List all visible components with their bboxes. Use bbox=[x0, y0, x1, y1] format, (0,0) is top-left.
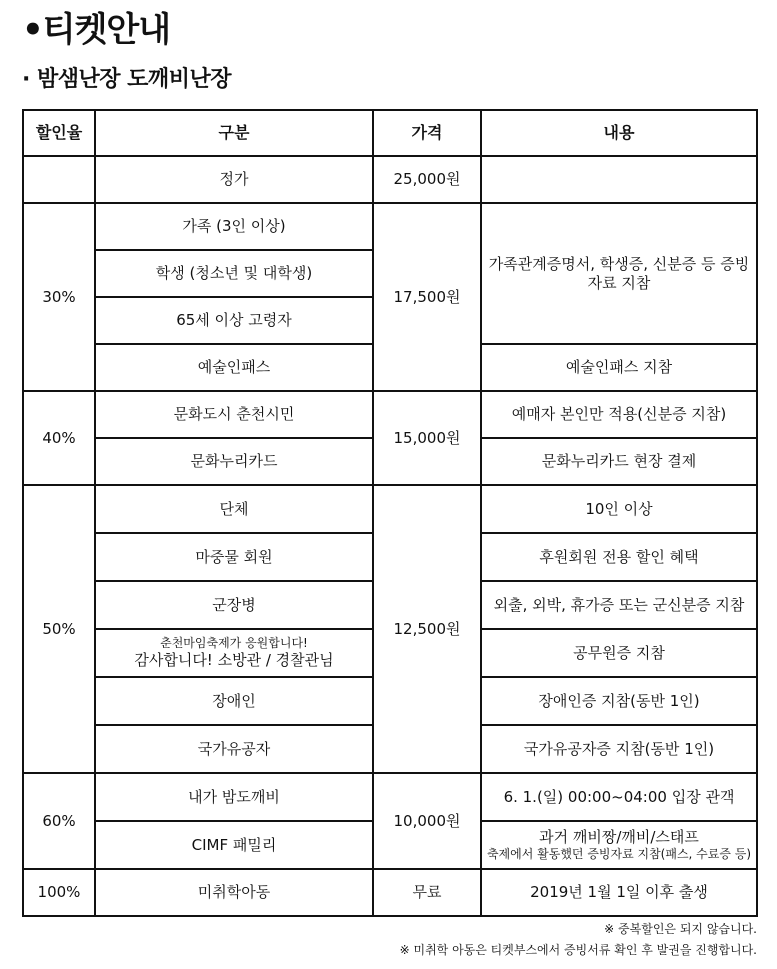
cell-category: 군장병 bbox=[95, 581, 373, 629]
family-content-main: 과거 깨비짱/깨비/스태프 bbox=[539, 828, 699, 847]
table-row bbox=[23, 869, 757, 916]
cell-category: 미취학아동 bbox=[95, 869, 373, 916]
cell-category: 65세 이상 고령자 bbox=[95, 297, 373, 344]
cell-content bbox=[481, 821, 757, 869]
cell-content bbox=[481, 156, 757, 203]
cell-rate-30: 30% bbox=[23, 203, 95, 391]
cell-category: 장애인 bbox=[95, 677, 373, 725]
cell-content: 공무원증 지참 bbox=[481, 629, 757, 677]
header-price: 가격 bbox=[373, 110, 481, 156]
cell-content: 장애인증 지참(동반 1인) bbox=[481, 677, 757, 725]
cell-price-60: 10,000원 bbox=[373, 773, 481, 869]
table-header-row bbox=[23, 110, 757, 156]
cell-rate-50: 50% bbox=[23, 485, 95, 773]
cell-content: 2019년 1월 1일 이후 출생 bbox=[481, 869, 757, 916]
header-category: 구분 bbox=[95, 110, 373, 156]
cell-content: 예술인패스 지참 bbox=[481, 344, 757, 391]
cell-category: 내가 밤도깨비 bbox=[95, 773, 373, 821]
cell-price-50: 12,500원 bbox=[373, 485, 481, 773]
cell-price: 25,000원 bbox=[373, 156, 481, 203]
table-row bbox=[23, 485, 757, 533]
cell-category: 문화도시 춘천시민 bbox=[95, 391, 373, 438]
cell-category: 단체 bbox=[95, 485, 373, 533]
table-row bbox=[23, 203, 757, 250]
cell-rate-100: 100% bbox=[23, 869, 95, 916]
cell-category: 국가유공자 bbox=[95, 725, 373, 773]
cell-category: 가족 (3인 이상) bbox=[95, 203, 373, 250]
cell-content: 외출, 외박, 휴가증 또는 군신분증 지참 bbox=[481, 581, 757, 629]
cell-content: 가족관계증명서, 학생증, 신분증 등 증빙자료 지참 bbox=[481, 203, 757, 344]
cell-category: 학생 (청소년 및 대학생) bbox=[95, 250, 373, 297]
family-content-small: 축제에서 활동했던 증빙자료 지참(패스, 수료증 등) bbox=[486, 846, 752, 861]
cell-category: 마중물 회원 bbox=[95, 533, 373, 581]
section-subtitle: · 밤샘난장 도깨비난장 bbox=[22, 67, 231, 92]
cell-price-40: 15,000원 bbox=[373, 391, 481, 485]
cell-category bbox=[95, 629, 373, 677]
cell-category: 예술인패스 bbox=[95, 344, 373, 391]
responder-main-text: 감사합니다! 소방관 / 경찰관님 bbox=[134, 651, 334, 670]
cell-price-100: 무료 bbox=[373, 869, 481, 916]
note-preschool-verification: ※ 미취학 아동은 티켓부스에서 증빙서류 확인 후 발권을 진행합니다. bbox=[399, 943, 757, 957]
cell-content: 국가유공자증 지참(동반 1인) bbox=[481, 725, 757, 773]
cell-empty bbox=[23, 156, 95, 203]
cell-content: 10인 이상 bbox=[481, 485, 757, 533]
cell-price-30: 17,500원 bbox=[373, 203, 481, 391]
cell-rate-60: 60% bbox=[23, 773, 95, 869]
cell-category: 문화누리카드 bbox=[95, 438, 373, 485]
table-row bbox=[23, 391, 757, 438]
page-title: •티켓안내 bbox=[22, 10, 171, 50]
cell-content: 후원회원 전용 할인 혜택 bbox=[481, 533, 757, 581]
table-row-regular bbox=[23, 156, 757, 203]
header-discount: 할인율 bbox=[23, 110, 95, 156]
ticket-price-table bbox=[22, 109, 758, 917]
cell-content: 6. 1.(일) 00:00~04:00 입장 관객 bbox=[481, 773, 757, 821]
responder-small-text: 춘천마임축제가 응원합니다! bbox=[160, 636, 308, 651]
cell-rate-40: 40% bbox=[23, 391, 95, 485]
cell-category: 정가 bbox=[95, 156, 373, 203]
cell-content: 문화누리카드 현장 결제 bbox=[481, 438, 757, 485]
table-row bbox=[23, 773, 757, 821]
note-no-duplicate-discount: ※ 중복할인은 되지 않습니다. bbox=[604, 922, 757, 936]
cell-category: CIMF 패밀리 bbox=[95, 821, 373, 869]
cell-content: 예매자 본인만 적용(신분증 지참) bbox=[481, 391, 757, 438]
header-content: 내용 bbox=[481, 110, 757, 156]
